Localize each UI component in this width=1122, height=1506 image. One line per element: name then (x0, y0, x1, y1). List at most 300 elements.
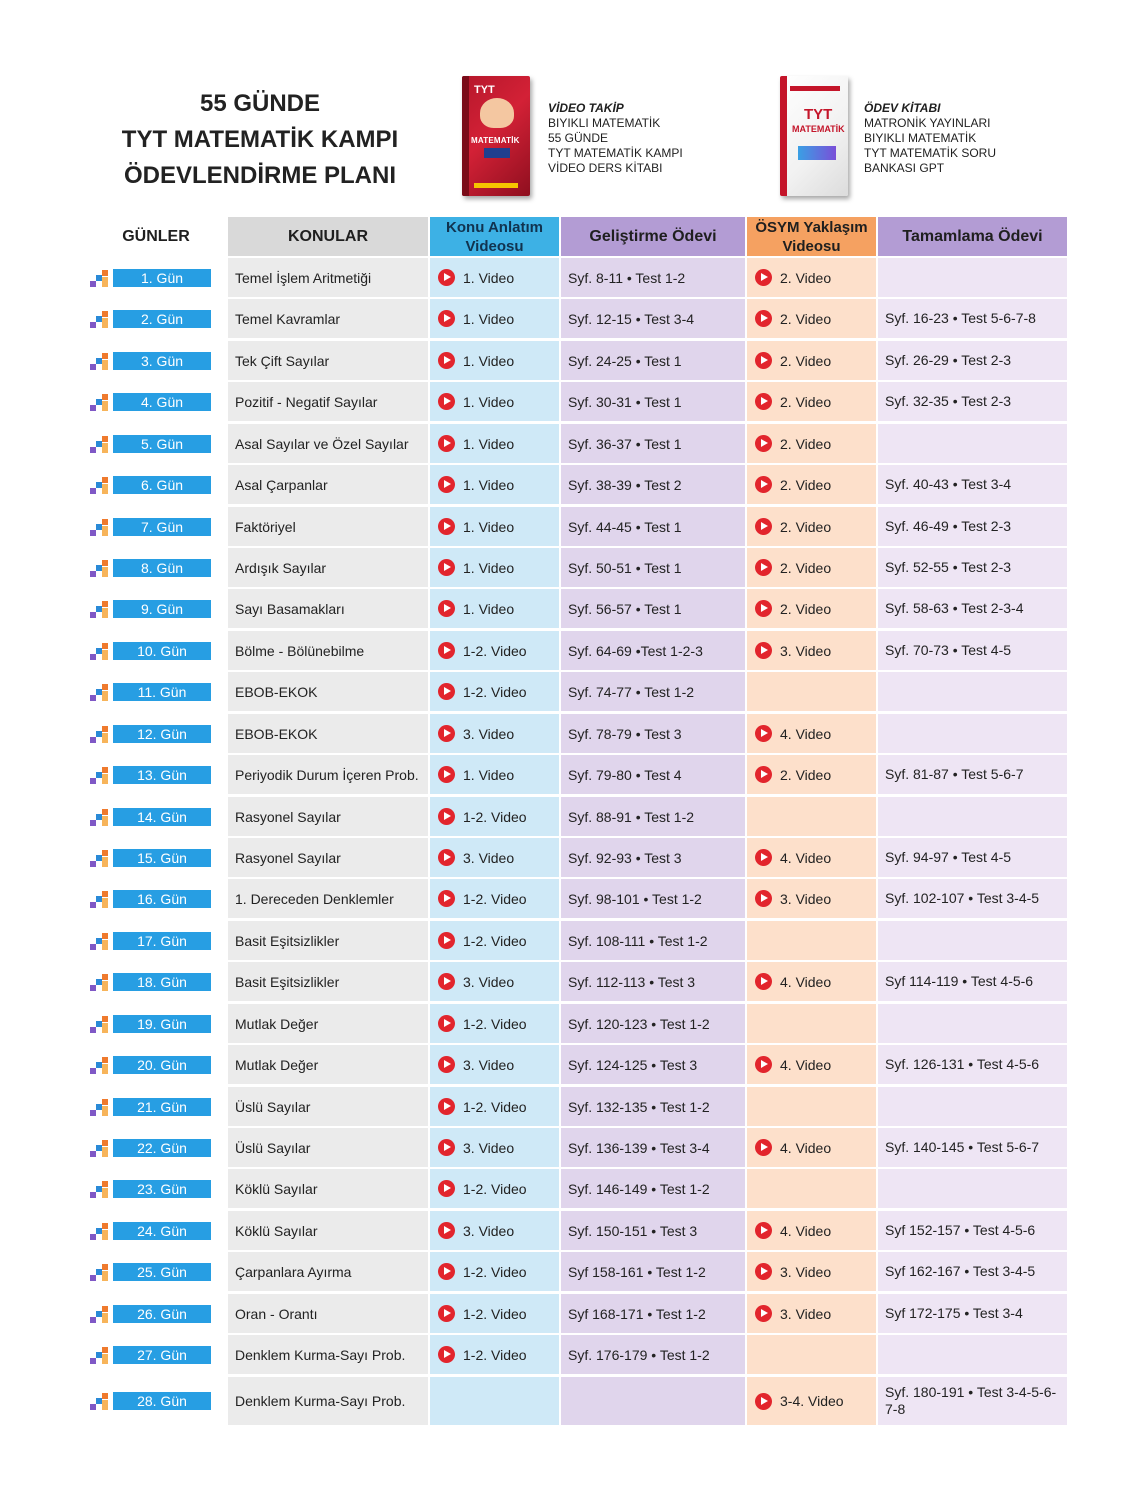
konu-video-label: 1-2. Video (463, 1346, 527, 1363)
konu-video-cell (430, 589, 559, 628)
play-icon[interactable] (755, 269, 772, 286)
play-icon[interactable] (438, 890, 455, 907)
day-cell (90, 838, 222, 877)
osym-video-label: 4. Video (780, 1139, 832, 1156)
day-badge: 21. Gün (113, 1098, 211, 1116)
konu-video-cell (430, 1169, 559, 1208)
header-osym (747, 217, 876, 256)
title-line-3: ÖDEVLENDİRME PLANI (123, 162, 396, 189)
konu-video-label: 3. Video (463, 1056, 515, 1073)
day-blocks-icon (90, 311, 108, 328)
day-cell (90, 631, 222, 670)
homework-book-line: TYT MATEMATİK SORU (864, 146, 997, 160)
osym-video-label: 4. Video (780, 1056, 832, 1073)
play-icon[interactable] (438, 725, 455, 742)
konu-video-label: 1. Video (463, 352, 515, 369)
play-icon[interactable] (438, 559, 455, 576)
video-book-line: TYT MATEMATİK KAMPI (548, 146, 683, 160)
header-konu-video (430, 217, 559, 256)
osym-video-label: 3. Video (780, 890, 832, 907)
day-blocks-icon (90, 1223, 108, 1240)
topic-cell: Çarpanlara Ayırma (228, 1252, 428, 1291)
osym-video-label: 2. Video (780, 435, 832, 452)
gelistirme-cell: Syf. 98-101 • Test 1-2 (561, 879, 745, 918)
day-cell (90, 1377, 222, 1425)
day-badge: 12. Gün (113, 725, 211, 743)
play-icon[interactable] (755, 849, 772, 866)
homework-book-heading: ÖDEV KİTABI (864, 101, 941, 115)
gelistirme-cell: Syf. 44-45 • Test 1 (561, 507, 745, 546)
title-line-1: 55 GÜNDE (199, 90, 321, 117)
day-blocks-icon (90, 643, 108, 660)
konu-video-cell (430, 507, 559, 546)
table-row (0, 507, 1122, 546)
play-icon[interactable] (755, 518, 772, 535)
konu-video-label: 3. Video (463, 973, 515, 990)
gelistirme-cell: Syf. 88-91 • Test 1-2 (561, 797, 745, 836)
gelistirme-cell: Syf. 79-80 • Test 4 (561, 755, 745, 794)
konu-video-cell (430, 299, 559, 338)
day-blocks-icon (90, 436, 108, 453)
tamamlama-cell: Syf. 94-97 • Test 4-5 (878, 838, 1067, 877)
day-cell (90, 755, 222, 794)
topic-cell: Denklem Kurma-Sayı Prob. (228, 1377, 428, 1425)
tamamlama-cell: Syf. 40-43 • Test 3-4 (878, 465, 1067, 504)
tamamlama-cell (878, 424, 1067, 463)
konu-video-label: 1-2. Video (463, 642, 527, 659)
table-row (0, 1335, 1122, 1374)
play-icon[interactable] (755, 890, 772, 907)
tamamlama-cell: Syf. 52-55 • Test 2-3 (878, 548, 1067, 587)
gelistirme-cell: Syf. 108-111 • Test 1-2 (561, 921, 745, 960)
topic-cell: Mutlak Değer (228, 1004, 428, 1043)
day-badge: 28. Gün (113, 1392, 211, 1410)
topic-cell: Pozitif - Negatif Sayılar (228, 382, 428, 421)
video-book-cover-image: TYT MATEMATİK (462, 76, 530, 196)
play-icon[interactable] (755, 559, 772, 576)
play-icon[interactable] (755, 393, 772, 410)
gelistirme-cell: Syf. 64-69 •Test 1-2-3 (561, 631, 745, 670)
gelistirme-cell: Syf. 38-39 • Test 2 (561, 465, 745, 504)
osym-video-cell (747, 299, 876, 338)
tamamlama-cell: Syf. 58-63 • Test 2-3-4 (878, 589, 1067, 628)
topic-cell: Bölme - Bölünebilme (228, 631, 428, 670)
konu-video-cell (430, 631, 559, 670)
osym-video-label: 2. Video (780, 600, 832, 617)
tamamlama-cell (878, 1169, 1067, 1208)
day-blocks-icon (90, 809, 108, 826)
konu-video-label: 3. Video (463, 725, 515, 742)
day-cell (90, 962, 222, 1001)
play-icon[interactable] (755, 642, 772, 659)
osym-video-label: 2. Video (780, 393, 832, 410)
topic-cell: Rasyonel Sayılar (228, 838, 428, 877)
table-row (0, 672, 1122, 711)
play-icon[interactable] (438, 1180, 455, 1197)
osym-video-cell (747, 962, 876, 1001)
tamamlama-cell (878, 921, 1067, 960)
konu-video-cell (430, 1045, 559, 1084)
osym-video-cell (747, 1294, 876, 1333)
table-row (0, 1045, 1122, 1084)
osym-video-cell (747, 879, 876, 918)
table-row (0, 299, 1122, 338)
osym-video-label: 2. Video (780, 559, 832, 576)
topic-cell: Oran - Orantı (228, 1294, 428, 1333)
day-badge: 27. Gün (113, 1346, 211, 1364)
osym-video-cell (747, 258, 876, 297)
play-icon[interactable] (438, 1056, 455, 1073)
gelistirme-cell: Syf. 112-113 • Test 3 (561, 962, 745, 1001)
konu-video-cell (430, 1128, 559, 1167)
topic-cell: Periyodik Durum İçeren Prob. (228, 755, 428, 794)
topic-cell: Temel İşlem Aritmetiği (228, 258, 428, 297)
play-icon[interactable] (438, 766, 455, 783)
header-osym-line-2: Videosu (782, 237, 841, 255)
play-icon[interactable] (438, 518, 455, 535)
konu-video-label: 1-2. Video (463, 683, 527, 700)
gelistirme-cell: Syf. 136-139 • Test 3-4 (561, 1128, 745, 1167)
play-icon[interactable] (438, 269, 455, 286)
konu-video-label: 1. Video (463, 600, 515, 617)
konu-video-cell (430, 1335, 559, 1374)
osym-video-cell (747, 382, 876, 421)
gelistirme-cell: Syf. 12-15 • Test 3-4 (561, 299, 745, 338)
table-row (0, 879, 1122, 918)
video-book-line: BIYIKLI MATEMATİK (548, 116, 661, 130)
play-icon[interactable] (438, 1346, 455, 1363)
day-cell (90, 548, 222, 587)
play-icon[interactable] (755, 766, 772, 783)
konu-video-cell (430, 341, 559, 380)
play-icon[interactable] (438, 600, 455, 617)
osym-video-label: 3. Video (780, 1263, 832, 1280)
day-badge: 18. Gün (113, 973, 211, 991)
day-cell (90, 1087, 222, 1126)
play-icon[interactable] (438, 973, 455, 990)
konu-video-label: 1. Video (463, 559, 515, 576)
day-blocks-icon (90, 891, 108, 908)
osym-video-label: 3-4. Video (780, 1393, 844, 1409)
osym-video-cell (747, 1004, 876, 1043)
day-blocks-icon (90, 1264, 108, 1281)
play-icon[interactable] (755, 600, 772, 617)
osym-video-label: 2. Video (780, 269, 832, 286)
osym-video-label: 4. Video (780, 725, 832, 742)
table-row (0, 1169, 1122, 1208)
play-icon[interactable] (755, 310, 772, 327)
play-icon[interactable] (755, 352, 772, 369)
play-icon[interactable] (755, 725, 772, 742)
play-icon[interactable] (755, 973, 772, 990)
tamamlama-cell: Syf. 102-107 • Test 3-4-5 (878, 879, 1067, 918)
konu-video-cell (430, 382, 559, 421)
topic-cell: Köklü Sayılar (228, 1169, 428, 1208)
topic-cell: EBOB-EKOK (228, 714, 428, 753)
day-badge: 3. Gün (113, 352, 211, 370)
osym-video-cell (747, 1087, 876, 1126)
day-blocks-icon (90, 1016, 108, 1033)
play-icon[interactable] (755, 476, 772, 493)
topic-cell: Rasyonel Sayılar (228, 797, 428, 836)
play-icon[interactable] (438, 310, 455, 327)
gelistirme-cell: Syf. 146-149 • Test 1-2 (561, 1169, 745, 1208)
page-title (100, 86, 420, 194)
day-badge: 10. Gün (113, 642, 211, 660)
day-badge: 4. Gün (113, 393, 211, 411)
play-icon[interactable] (755, 1222, 772, 1239)
konu-video-label: 1-2. Video (463, 1305, 527, 1322)
day-cell (90, 1211, 222, 1250)
tamamlama-cell: Syf. 180-191 • Test 3-4-5-6-7-8 (878, 1377, 1067, 1425)
day-cell (90, 258, 222, 297)
osym-video-label: 4. Video (780, 849, 832, 866)
header-tamamlama: Tamamlama Ödevi (878, 217, 1067, 256)
day-blocks-icon (90, 1347, 108, 1364)
table-row (0, 962, 1122, 1001)
play-icon[interactable] (755, 435, 772, 452)
play-icon[interactable] (438, 1305, 455, 1322)
gelistirme-cell: Syf. 74-77 • Test 1-2 (561, 672, 745, 711)
day-cell (90, 1335, 222, 1374)
konu-video-label: 1-2. Video (463, 1180, 527, 1197)
osym-video-label: 2. Video (780, 352, 832, 369)
tamamlama-cell: Syf 152-157 • Test 4-5-6 (878, 1211, 1067, 1250)
table-row (0, 797, 1122, 836)
day-badge: 1. Gün (113, 269, 211, 287)
homework-book-line: BANKASI GPT (864, 161, 945, 175)
day-cell (90, 424, 222, 463)
osym-video-cell (747, 1252, 876, 1291)
homework-book-cover-image: TYT MATEMATİK (780, 76, 848, 196)
day-blocks-icon (90, 1140, 108, 1157)
table-row (0, 838, 1122, 877)
day-cell (90, 382, 222, 421)
day-blocks-icon (90, 1306, 108, 1323)
table-row (0, 1211, 1122, 1250)
day-badge: 17. Gün (113, 932, 211, 950)
gelistirme-cell: Syf. 50-51 • Test 1 (561, 548, 745, 587)
gelistirme-cell: Syf. 30-31 • Test 1 (561, 382, 745, 421)
title-line-2: TYT MATEMATİK KAMPI (121, 126, 399, 153)
table-row (0, 755, 1122, 794)
play-icon[interactable] (755, 1305, 772, 1322)
topic-cell: Basit Eşitsizlikler (228, 921, 428, 960)
day-blocks-icon (90, 1181, 108, 1198)
table-row (0, 1004, 1122, 1043)
play-icon[interactable] (755, 1263, 772, 1280)
day-badge: 24. Gün (113, 1222, 211, 1240)
header-konu-video-line-1: Konu Anlatım (446, 218, 543, 236)
day-blocks-icon (90, 726, 108, 743)
tamamlama-cell (878, 1004, 1067, 1043)
tamamlama-cell: Syf 162-167 • Test 3-4-5 (878, 1252, 1067, 1291)
konu-video-cell (430, 755, 559, 794)
topic-cell: Üslü Sayılar (228, 1087, 428, 1126)
day-badge: 19. Gün (113, 1015, 211, 1033)
konu-video-cell (430, 672, 559, 711)
day-cell (90, 589, 222, 628)
konu-video-label: 3. Video (463, 849, 515, 866)
osym-video-cell (747, 1045, 876, 1084)
osym-video-cell (747, 1211, 876, 1250)
konu-video-cell (430, 548, 559, 587)
play-icon[interactable] (438, 435, 455, 452)
day-cell (90, 1169, 222, 1208)
day-blocks-icon (90, 394, 108, 411)
konu-video-cell (430, 1004, 559, 1043)
konu-video-cell (430, 465, 559, 504)
topic-cell: Köklü Sayılar (228, 1211, 428, 1250)
day-cell (90, 921, 222, 960)
konu-video-cell (430, 714, 559, 753)
day-blocks-icon (90, 601, 108, 618)
topic-cell: Sayı Basamakları (228, 589, 428, 628)
table-row (0, 714, 1122, 753)
day-blocks-icon (90, 1393, 108, 1410)
gelistirme-cell: Syf. 150-151 • Test 3 (561, 1211, 745, 1250)
osym-video-cell (747, 1377, 876, 1425)
osym-video-cell (747, 714, 876, 753)
osym-video-cell (747, 1335, 876, 1374)
konu-video-cell (430, 424, 559, 463)
play-icon[interactable] (438, 683, 455, 700)
play-icon[interactable] (755, 1056, 772, 1073)
osym-video-label: 2. Video (780, 766, 832, 783)
osym-video-cell (747, 921, 876, 960)
tamamlama-cell (878, 1335, 1067, 1374)
day-cell (90, 341, 222, 380)
konu-video-cell (430, 1294, 559, 1333)
day-badge: 15. Gün (113, 849, 211, 867)
konu-video-label: 1-2. Video (463, 808, 527, 825)
play-icon[interactable] (438, 476, 455, 493)
play-icon[interactable] (438, 642, 455, 659)
day-blocks-icon (90, 519, 108, 536)
day-badge: 14. Gün (113, 808, 211, 826)
play-icon[interactable] (438, 1139, 455, 1156)
day-blocks-icon (90, 850, 108, 867)
table-row (0, 631, 1122, 670)
day-badge: 22. Gün (113, 1139, 211, 1157)
play-icon[interactable] (755, 1393, 772, 1410)
day-cell (90, 465, 222, 504)
topic-cell: Tek Çift Sayılar (228, 341, 428, 380)
day-cell (90, 299, 222, 338)
table-row (0, 258, 1122, 297)
gelistirme-cell: Syf. 124-125 • Test 3 (561, 1045, 745, 1084)
day-badge: 20. Gün (113, 1056, 211, 1074)
day-blocks-icon (90, 767, 108, 784)
topic-cell: Asal Çarpanlar (228, 465, 428, 504)
play-icon[interactable] (755, 1139, 772, 1156)
play-icon[interactable] (438, 1263, 455, 1280)
day-cell (90, 1294, 222, 1333)
konu-video-cell (430, 879, 559, 918)
osym-video-cell (747, 755, 876, 794)
konu-video-label: 1-2. Video (463, 1015, 527, 1032)
topic-cell: Ardışık Sayılar (228, 548, 428, 587)
header-osym-line-1: ÖSYM Yaklaşım (755, 218, 868, 236)
day-cell (90, 714, 222, 753)
osym-video-cell (747, 589, 876, 628)
osym-video-cell (747, 1128, 876, 1167)
konu-video-cell (430, 797, 559, 836)
play-icon[interactable] (438, 1015, 455, 1032)
play-icon[interactable] (438, 393, 455, 410)
table-row (0, 1377, 1122, 1425)
gelistirme-cell: Syf 158-161 • Test 1-2 (561, 1252, 745, 1291)
homework-book-line: MATRONİK YAYINLARI (864, 116, 991, 130)
table-row (0, 589, 1122, 628)
topic-cell: 1. Dereceden Denklemler (228, 879, 428, 918)
gelistirme-cell: Syf. 8-11 • Test 1-2 (561, 258, 745, 297)
konu-video-label: 1. Video (463, 518, 515, 535)
gelistirme-cell: Syf. 120-123 • Test 1-2 (561, 1004, 745, 1043)
play-icon[interactable] (438, 849, 455, 866)
video-book-line: VİDEO DERS KİTABI (548, 161, 663, 175)
osym-video-label: 4. Video (780, 973, 832, 990)
day-cell (90, 672, 222, 711)
gelistirme-cell: Syf. 132-135 • Test 1-2 (561, 1087, 745, 1126)
table-row (0, 1128, 1122, 1167)
tamamlama-cell: Syf 172-175 • Test 3-4 (878, 1294, 1067, 1333)
osym-video-label: 2. Video (780, 476, 832, 493)
tamamlama-cell: Syf. 140-145 • Test 5-6-7 (878, 1128, 1067, 1167)
osym-video-cell (747, 507, 876, 546)
day-blocks-icon (90, 974, 108, 991)
day-badge: 23. Gün (113, 1180, 211, 1198)
play-icon[interactable] (438, 352, 455, 369)
day-badge: 5. Gün (113, 435, 211, 453)
video-book-heading: VİDEO TAKİP (548, 101, 624, 115)
osym-video-cell (747, 465, 876, 504)
gelistirme-cell: Syf. 78-79 • Test 3 (561, 714, 745, 753)
day-badge: 13. Gün (113, 766, 211, 784)
osym-video-cell (747, 1169, 876, 1208)
konu-video-label: 1. Video (463, 766, 515, 783)
gelistirme-cell: Syf. 92-93 • Test 3 (561, 838, 745, 877)
day-cell (90, 1252, 222, 1291)
table-row (0, 341, 1122, 380)
table-row (0, 921, 1122, 960)
osym-video-label: 4. Video (780, 1222, 832, 1239)
play-icon[interactable] (438, 808, 455, 825)
tamamlama-cell: Syf. 16-23 • Test 5-6-7-8 (878, 299, 1067, 338)
day-blocks-icon (90, 1099, 108, 1116)
konu-video-label: 1. Video (463, 476, 515, 493)
osym-video-label: 3. Video (780, 642, 832, 659)
play-icon[interactable] (438, 932, 455, 949)
tamamlama-cell: Syf. 26-29 • Test 2-3 (878, 341, 1067, 380)
osym-video-cell (747, 341, 876, 380)
day-blocks-icon (90, 1057, 108, 1074)
konu-video-cell (430, 1377, 559, 1425)
konu-video-label: 1. Video (463, 310, 515, 327)
tamamlama-cell (878, 1087, 1067, 1126)
gelistirme-cell: Syf. 24-25 • Test 1 (561, 341, 745, 380)
play-icon[interactable] (438, 1098, 455, 1115)
tamamlama-cell: Syf. 70-73 • Test 4-5 (878, 631, 1067, 670)
topic-cell: EBOB-EKOK (228, 672, 428, 711)
konu-video-cell (430, 258, 559, 297)
tamamlama-cell: Syf. 46-49 • Test 2-3 (878, 507, 1067, 546)
table-row (0, 465, 1122, 504)
gelistirme-cell: Syf. 56-57 • Test 1 (561, 589, 745, 628)
day-blocks-icon (90, 270, 108, 287)
day-badge: 6. Gün (113, 476, 211, 494)
play-icon[interactable] (438, 1222, 455, 1239)
